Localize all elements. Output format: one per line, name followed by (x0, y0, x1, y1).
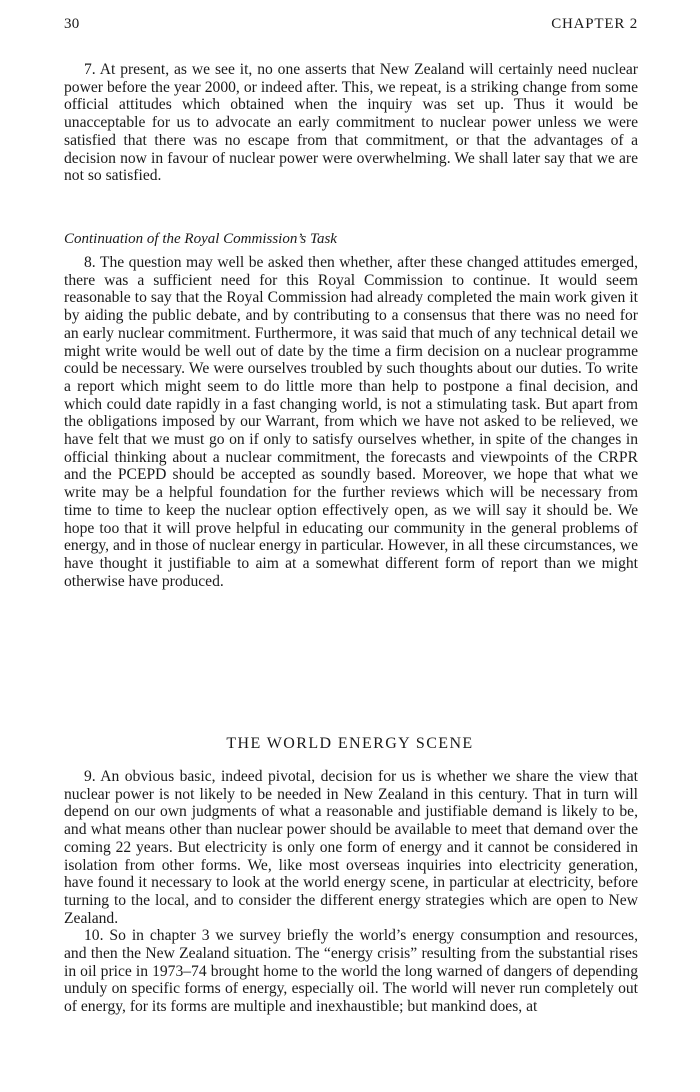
chapter-label: CHAPTER 2 (551, 16, 638, 32)
running-header (64, 16, 638, 38)
paragraph-7: 7. At present, as we see it, no one asserts that New Zealand will certainly need nuclear power before the year 2000, or indeed after. This, we repeat, is a striking change from some official attitudes which obtained when the inquiry was set up. Thus it would be unacceptable for us to advocate an early commitment to nuclear power unless we were satisfied that there was no escape from that commitment, or that the advantages of a decision now in favour of nuclear power were overwhelming. We shall later say that we are not so satisfied. (64, 61, 638, 185)
paragraphs-9-10-block (64, 768, 638, 1016)
paragraph-7-block (64, 61, 638, 185)
section-heading: THE WORLD ENERGY SCENE (226, 735, 474, 752)
subsection-heading: Continuation of the Royal Commission’s Task (64, 231, 337, 247)
paragraph-9: 9. An obvious basic, indeed pivotal, decision for us is whether we share the view that nuclear power is not likely to be needed in New Zealand in this century. That in turn will depend on our own judgments of what a reasonable and justifiable demand is likely to be, and what means other than nuclear power should be available to meet that demand over the coming 22 years. But electricity is only one form of energy and it cannot be considered in isolation from other forms. We, like most overseas inquiries into electricity generation, have found it necessary to look at the world energy scene, in particular at electricity, before turning to the local, and to consider the different energy strategies which are open to New Zealand. (64, 768, 638, 927)
paragraph-8-block (64, 254, 638, 590)
paragraph-10: 10. So in chapter 3 we survey briefly the world’s energy consumption and resources, and then the New Zealand situation. The “energy crisis” resulting from the substantial rises in oil price in 1973–74 brought home to the world the long warned of dangers of depending unduly on specific forms of energy, especially oil. The world will never run completely out of energy, for its forms are multiple and inexhaustible; but mankind does, at (64, 927, 638, 1016)
page-number: 30 (64, 16, 80, 32)
paragraph-8: 8. The question may well be asked then whether, after these changed attitudes emerged, there was a sufficient need for this Royal Commission to continue. It would seem reasonable to say that the Royal Commission had already completed the main work given it by aiding the public debate, and by contributing to a consensus that there was no need for an early nuclear commitment. Furthermore, it was said that much of any technical detail we might write would be well out of date by the time a firm decision on a nuclear programme could be necessary. We were ourselves troubled by such thoughts about our duties. To write a report which might seem to do little more than help to postpone a final decision, and which could date rapidly in a fast changing world, is not a stimulating task. But apart from the obligations imposed by our Warrant, from which we have not asked to be relieved, we have felt that we must go on if only to satisfy ourselves whether, in spite of the changes in official thinking about a nuclear commitment, the forecasts and viewpoints of the CRPR and the PCEPD should be accepted as soundly based. Moreover, we hope that what we write may be a helpful foundation for the further reviews which will be necessary from time to time to keep the nuclear option effectively open, as we will say it should be. We hope too that it will prove helpful in educating our community in the general problems of energy, and in those of nuclear energy in particular. However, in all these circumstances, we have thought it justifiable to aim at a somewhat different form of report than we might otherwise have produced. (64, 254, 638, 590)
